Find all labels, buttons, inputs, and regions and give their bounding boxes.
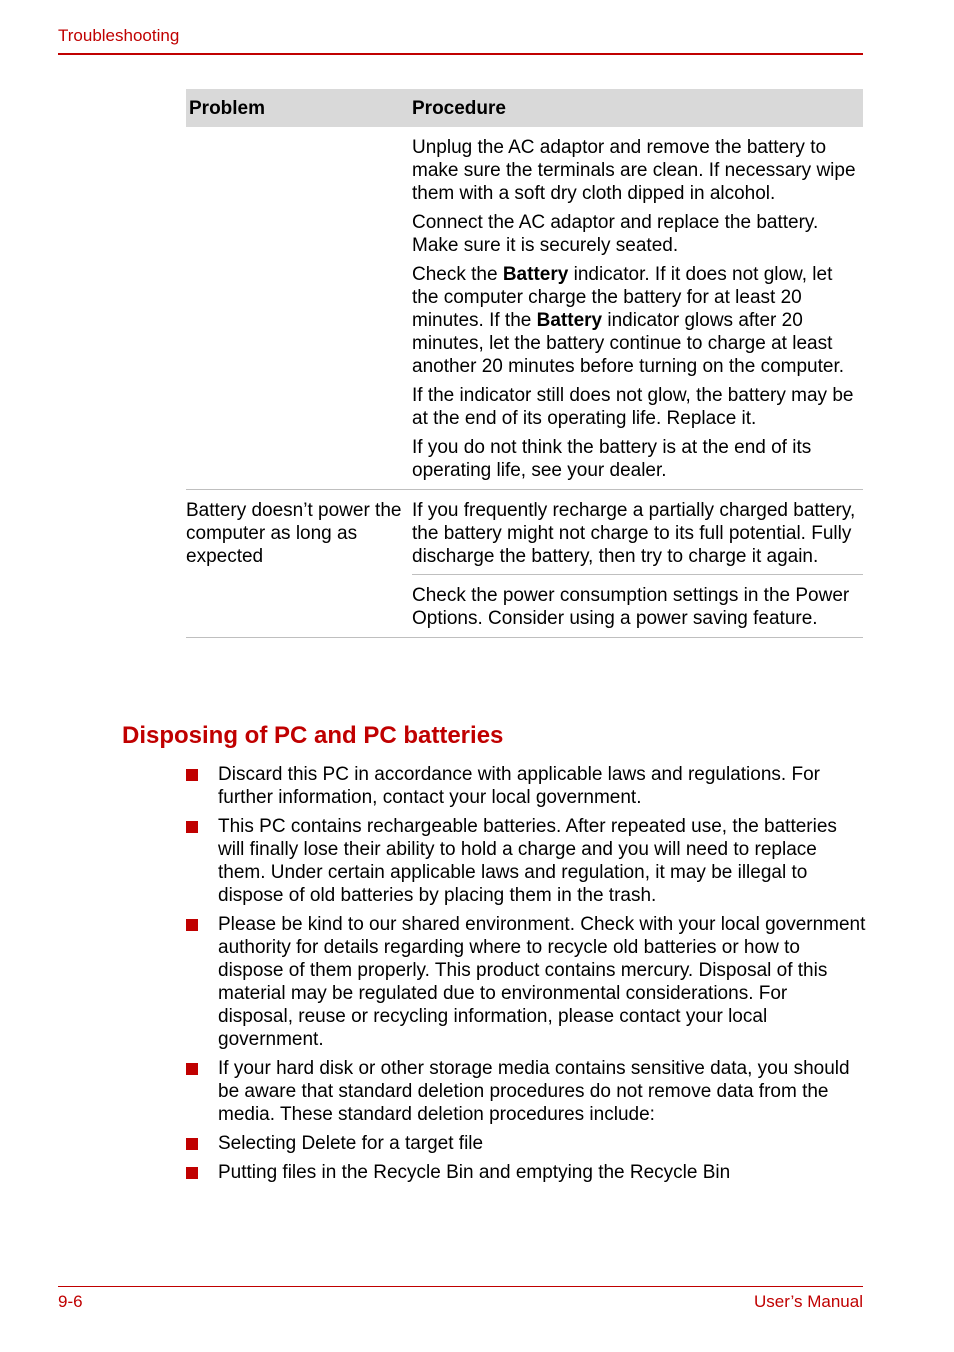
- list-item: Putting files in the Recycle Bin and emptying the Recycle Bin: [186, 1161, 866, 1184]
- procedure-paragraph: If you do not think the battery is at the end of its operating life, see your dealer.: [412, 437, 812, 481]
- running-header: Troubleshooting: [58, 26, 180, 45]
- procedure-paragraph: Unplug the AC adaptor and remove the battery to make sure the terminals are clean. If necessary wipe them with a soft dry cloth dipped in alcohol.: [412, 137, 856, 204]
- procedure-cell: [412, 499, 863, 574]
- troubleshooting-table: [186, 89, 863, 638]
- procedure-paragraph: Check the power consumption settings in the Power Options. Consider using a power saving feature.: [412, 585, 850, 629]
- page-number: 9-6: [58, 1292, 83, 1311]
- bullet-square-icon: [186, 1138, 198, 1150]
- column-header-procedure: Procedure: [412, 97, 506, 119]
- bullet-list: [186, 763, 866, 1190]
- list-item: Please be kind to our shared environment. Check with your local government authority for details regarding where to recycle old batteries or how to dispose of them properly. This product contains mercury. Disposal of this material may be regulated due to environmental considerations. For disposal, reuse or recycling information, please contact your local government.: [186, 913, 866, 1051]
- column-header-problem: Problem: [189, 97, 266, 119]
- bullet-square-icon: [186, 1167, 198, 1179]
- table-header: [186, 89, 863, 127]
- procedure-paragraph: If you frequently recharge a partially charged battery, the battery might not charge to its full potential. Fully discharge the battery, then try to charge it again.: [412, 500, 856, 567]
- problem-cell: Battery doesn’t power the computer as long as expected: [186, 500, 402, 567]
- bullet-square-icon: [186, 769, 198, 781]
- bullet-square-icon: [186, 821, 198, 833]
- table-row: [186, 490, 863, 574]
- problem-cell: [186, 136, 412, 489]
- procedure-paragraph: Connect the AC adaptor and replace the battery. Make sure it is securely seated.: [412, 212, 819, 256]
- list-item: This PC contains rechargeable batteries. After repeated use, the batteries will finally lose their ability to hold a charge and you will need to replace them. Under certain applicable laws and regulation, it may be illegal to dispose of old batteries by placing them in the trash.: [186, 815, 866, 907]
- footer-divider: [58, 1286, 863, 1287]
- procedure-cell: [412, 584, 863, 637]
- bullet-square-icon: [186, 1063, 198, 1075]
- section-heading: Disposing of PC and PC batteries: [122, 722, 504, 749]
- procedure-paragraph: Check the Battery indicator. If it does not glow, let the computer charge the battery for at least 20 minutes. If the Battery indicator glows after 20 minutes, let the battery continue to charge at least another 20 minutes before turning on the computer.: [412, 264, 844, 377]
- row-divider: [186, 637, 863, 638]
- problem-cell: [186, 584, 412, 637]
- list-item: Discard this PC in accordance with applicable laws and regulations. For further information, contact your local government.: [186, 763, 866, 809]
- list-item: Selecting Delete for a target file: [186, 1132, 866, 1155]
- header-divider: [58, 53, 863, 55]
- table-row: [186, 575, 863, 637]
- manual-title: User’s Manual: [754, 1292, 863, 1311]
- bullet-square-icon: [186, 919, 198, 931]
- procedure-paragraph: If the indicator still does not glow, the battery may be at the end of its operating life. Replace it.: [412, 385, 854, 429]
- table-row: [186, 127, 863, 489]
- list-item: If your hard disk or other storage media contains sensitive data, you should be aware that standard deletion procedures do not remove data from the media. These standard deletion procedures include:: [186, 1057, 866, 1126]
- procedure-cell: [412, 136, 863, 489]
